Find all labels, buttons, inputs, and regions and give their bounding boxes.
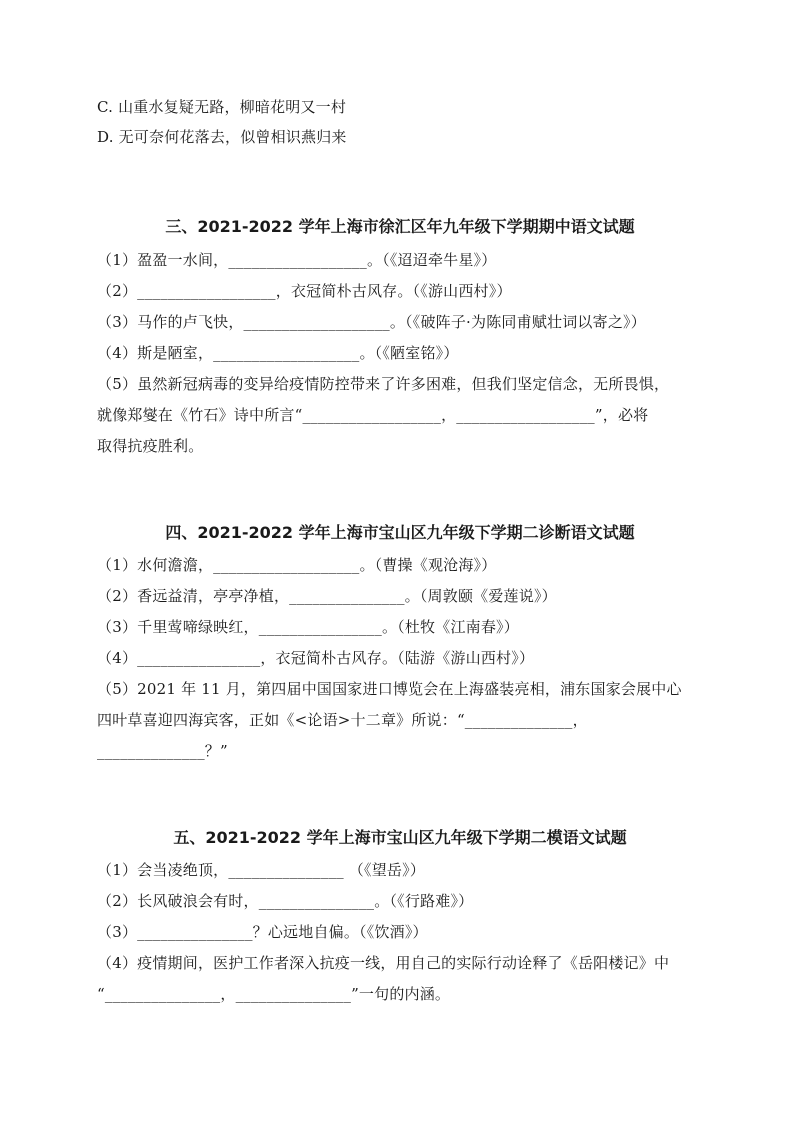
question-line: （5）2021 年 11 月，第四届中国国家进口博览会在上海盛装亮相，浦东国家会展中心: [97, 680, 682, 698]
question-line: （3）_______________？心远地自偏。（《饮酒》）: [97, 923, 428, 941]
question-line: （3）千里莺啼绿映红，________________。（杜牧《江南春》）: [97, 618, 519, 636]
question-line: （1）会当凌绝顶，_______________ （《望岳》）: [97, 861, 426, 879]
question-line: （5）虽然新冠病毒的变异给疫情防控带来了许多困难，但我们坚定信念，无所畏惧，: [97, 375, 670, 393]
question-line: （1）盈盈一水间，__________________。（《迢迢牵牛星》）: [97, 251, 497, 269]
question-line: （4）疫情期间，医护工作者深入抗疫一线，用自己的实际行动诠释了《岳阳楼记》中: [97, 954, 670, 972]
question-line: “_______________，_______________”一句的内涵。: [97, 985, 451, 1003]
section-title: 四、2021-2022 学年上海市宝山区九年级下学期二诊断语文试题: [165, 523, 635, 542]
question-line: （2）__________________，衣冠简朴古风存。（《游山西村》）: [97, 282, 512, 300]
section-title: 三、2021-2022 学年上海市徐汇区年九年级下学期期中语文试题: [165, 217, 635, 236]
question-line: （2）香远益清，亭亭净植，_______________。（周敦颐《爱莲说》）: [97, 587, 557, 605]
question-line: （3）马作的卢飞快，___________________。（《破阵子·为陈同甫赋壮词以寄之》）: [97, 313, 646, 331]
question-line: （4）斯是陋室，___________________。（《陋室铭》）: [97, 344, 459, 362]
question-line: （4）________________，衣冠简朴古风存。（陆游《游山西村》）: [97, 649, 535, 667]
section-title: 五、2021-2022 学年上海市宝山区九年级下学期二模语文试题: [173, 828, 627, 847]
question-line: 四叶草喜迎四海宾客，正如《<论语>十二章》所说：“______________，: [97, 711, 588, 729]
question-line: （1）水何澹澹，___________________。（曹操《观沧海》）: [97, 556, 497, 574]
question-line: （2）长风破浪会有时，_______________。（《行路难》）: [97, 892, 474, 910]
option-c: C. 山重水复疑无路，柳暗花明又一村: [97, 98, 347, 116]
option-d: D. 无可奈何花落去，似曾相识燕归来: [97, 128, 347, 146]
question-line: 取得抗疫胜利。: [97, 437, 204, 455]
question-line: 就像郑燮在《竹石》诗中所言“__________________，__________________”，必将: [97, 406, 649, 424]
question-line: ______________？”: [97, 742, 228, 760]
